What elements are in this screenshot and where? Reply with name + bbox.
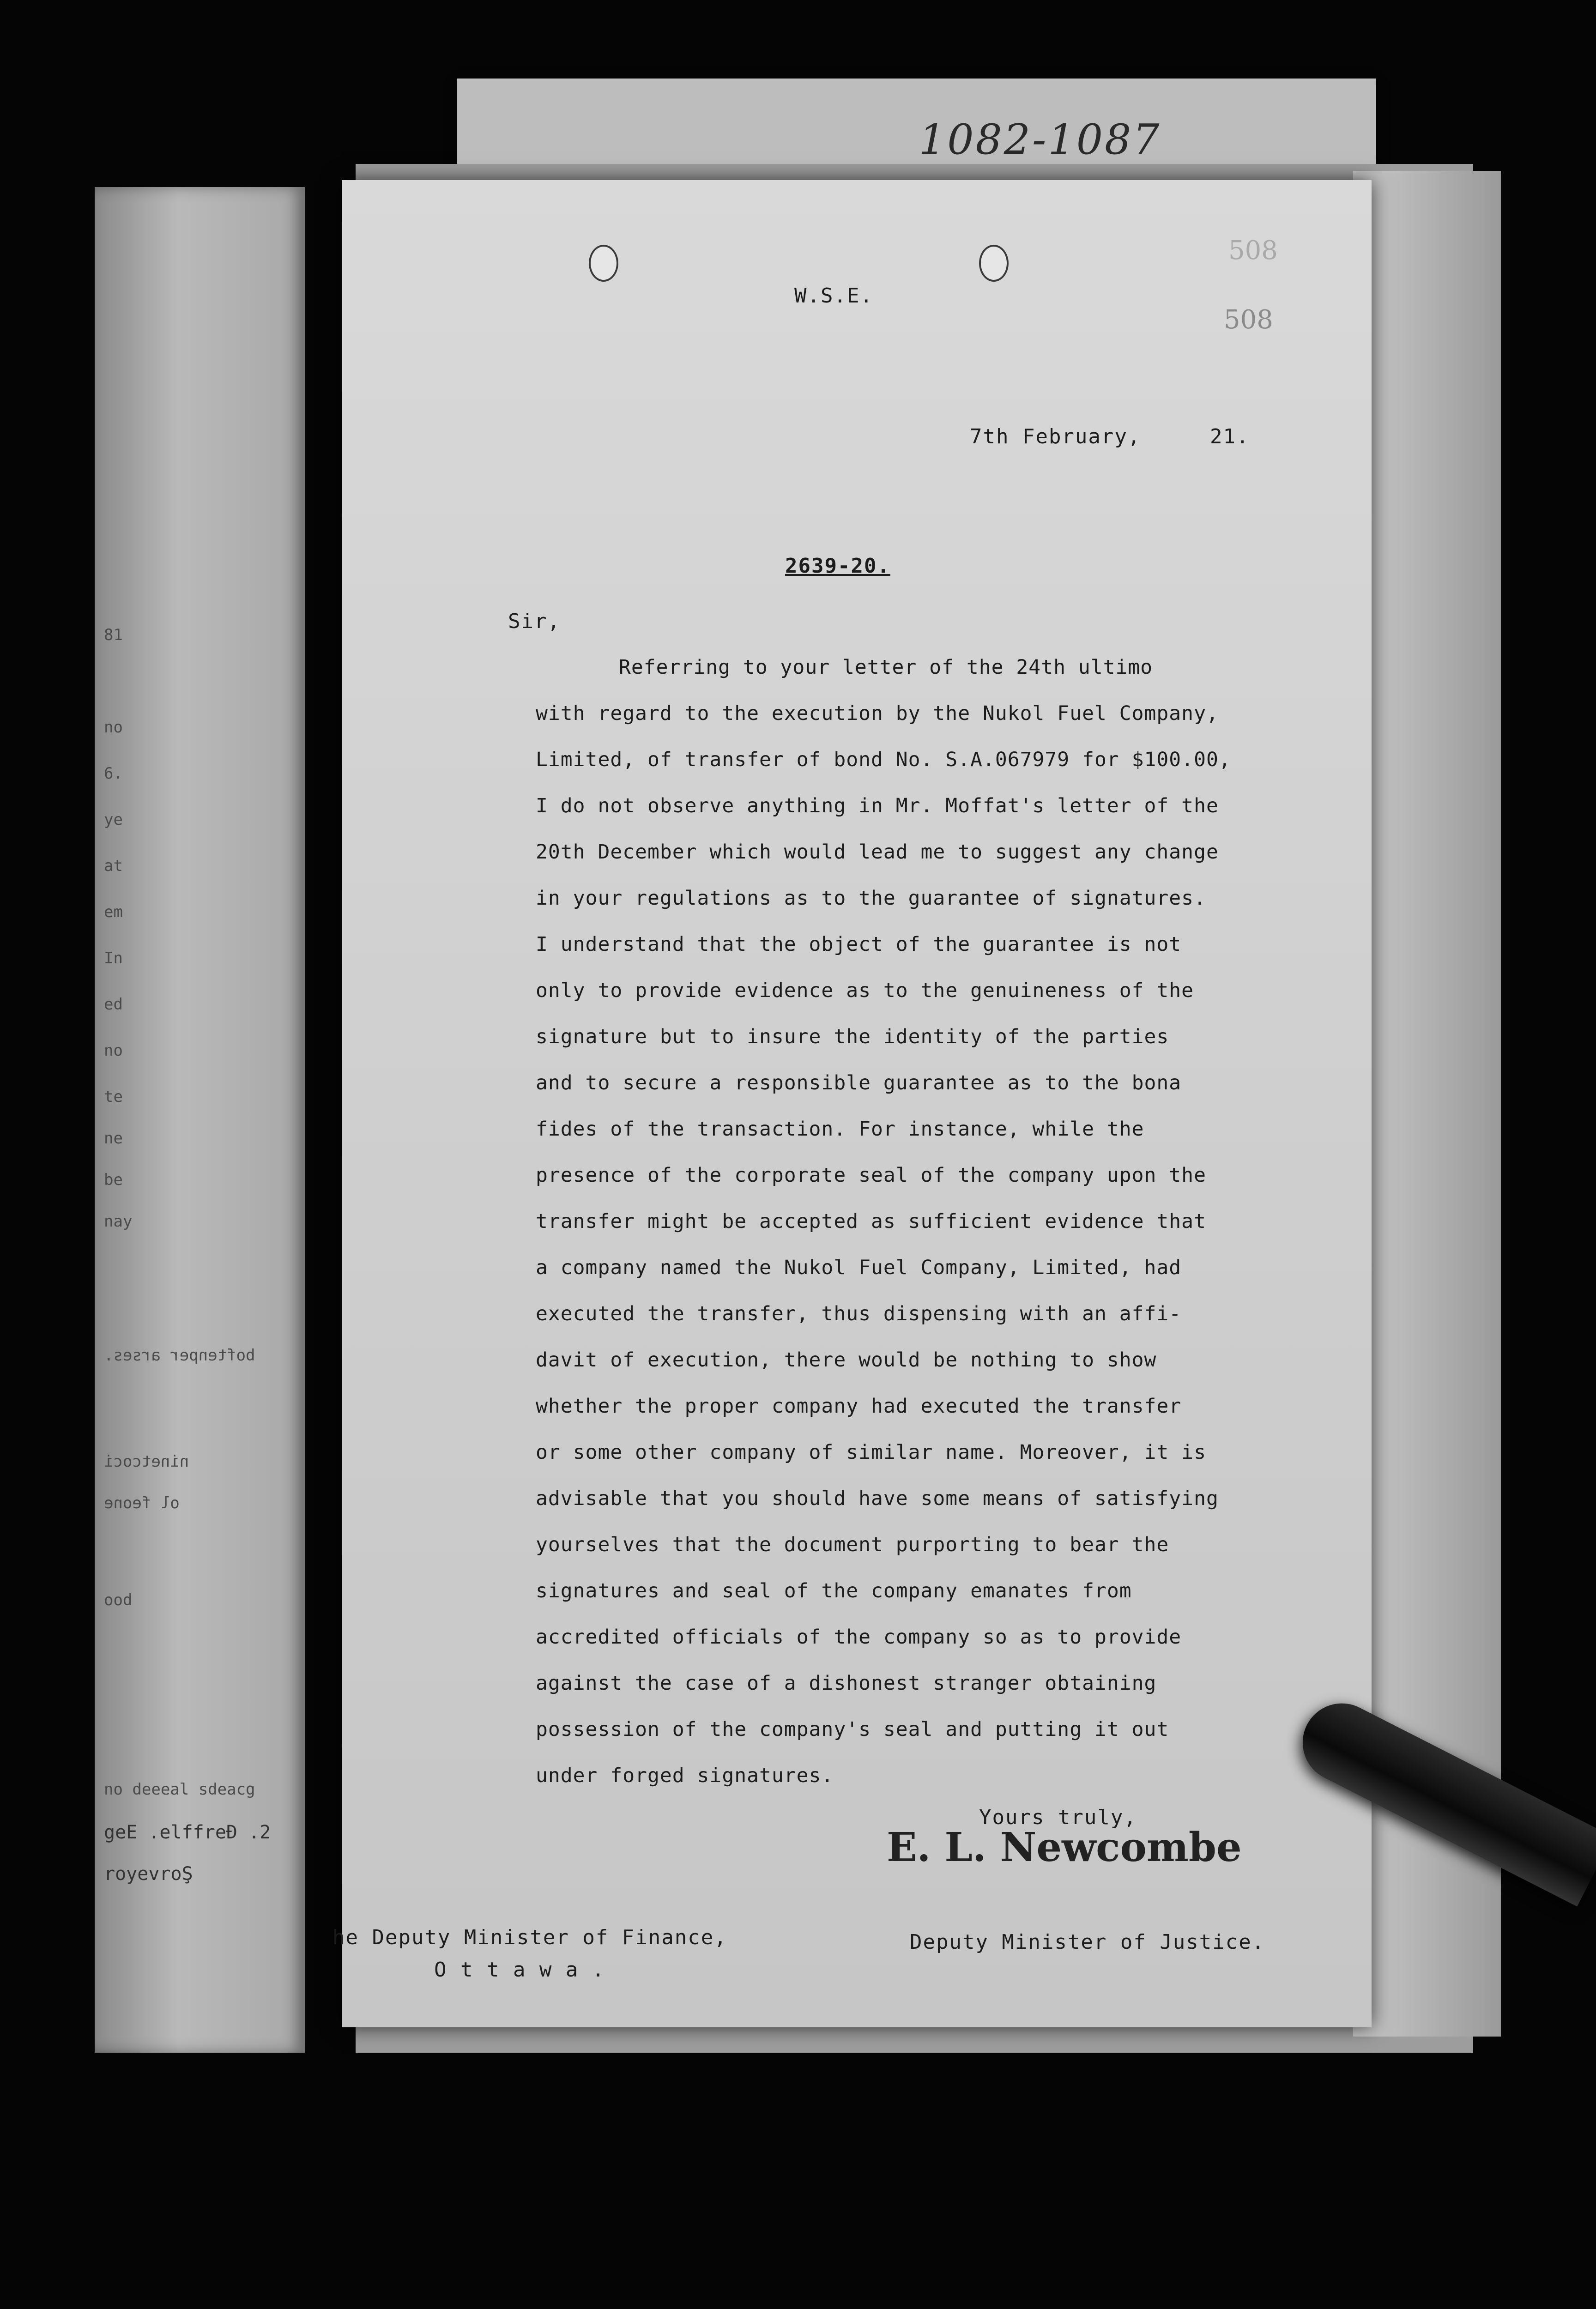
adjacent-text: at xyxy=(104,857,123,875)
letter-year: 21. xyxy=(1210,425,1250,448)
sender-title: Deputy Minister of Justice. xyxy=(910,1930,1265,1954)
body-line: against the case of a dishonest stranger obtaining xyxy=(536,1672,1157,1695)
adjacent-text: royevroŞ xyxy=(104,1863,193,1885)
adjacent-text: no deeeal sdeacg xyxy=(104,1780,255,1799)
adjacent-text: no xyxy=(104,718,123,737)
body-line: only to provide evidence as to the genuineness of the xyxy=(536,979,1194,1002)
adjacent-text: ood xyxy=(104,1591,133,1609)
adjacent-text: 6. xyxy=(104,764,123,783)
adjacent-text: 81 xyxy=(104,626,123,644)
adjacent-text: be xyxy=(104,1171,123,1189)
adjacent-text: ne xyxy=(104,1129,123,1148)
body-line: whether the proper company had executed the transfer xyxy=(536,1395,1182,1418)
adjacent-text: nay xyxy=(104,1212,133,1231)
adjacent-text: te xyxy=(104,1088,123,1106)
body-line: advisable that you should have some means of satisfying xyxy=(536,1487,1219,1510)
adjacent-page xyxy=(95,187,305,2053)
adjacent-text: boftenper arses. xyxy=(104,1346,255,1365)
body-line: fides of the transaction. For instance, while the xyxy=(536,1118,1144,1141)
body-line: transfer might be accepted as sufficient evidence that xyxy=(536,1210,1206,1233)
body-line: signatures and seal of the company emanates from xyxy=(536,1579,1132,1602)
body-line: Referring to your letter of the 24th ultimo xyxy=(619,656,1153,679)
file-tab-sheet xyxy=(457,79,1376,175)
adjacent-text: ye xyxy=(104,810,123,829)
closing: Yours truly, xyxy=(979,1806,1137,1829)
body-line: with regard to the execution by the Nukol Fuel Company, xyxy=(536,702,1219,725)
recipient-city: O t t a w a . xyxy=(434,1958,605,1982)
file-initials: W.S.E. xyxy=(794,284,873,308)
body-line: a company named the Nukol Fuel Company, Limited, had xyxy=(536,1256,1182,1279)
adjacent-text: In xyxy=(104,949,123,967)
body-line: 20th December which would lead me to suggest any change xyxy=(536,840,1219,864)
body-line: Limited, of transfer of bond No. S.A.067979 for $100.00, xyxy=(536,748,1231,771)
body-line: davit of execution, there would be nothing to show xyxy=(536,1348,1157,1372)
body-line: presence of the corporate seal of the company upon the xyxy=(536,1164,1206,1187)
folio-stamp: 508 xyxy=(1228,236,1278,266)
body-line: or some other company of similar name. Moreover, it is xyxy=(536,1441,1206,1464)
body-line: signature but to insure the identity of the parties xyxy=(536,1025,1169,1048)
adjacent-text: geE .elffreÐ .2 xyxy=(104,1822,271,1843)
adjacent-text: no xyxy=(104,1041,123,1060)
adjacent-text: ed xyxy=(104,995,123,1014)
folio-stamp: 508 xyxy=(1224,305,1273,335)
body-line: in your regulations as to the guarantee of signatures. xyxy=(536,887,1206,910)
body-line: accredited officials of the company so as to provide xyxy=(536,1626,1182,1649)
body-line: executed the transfer, thus dispensing with an affi- xyxy=(536,1302,1182,1325)
body-line: yourselves that the document purporting to bear the xyxy=(536,1533,1169,1556)
adjacent-text: em xyxy=(104,903,123,921)
adjacent-text: ninetcoci xyxy=(104,1452,189,1471)
recipient-line: he Deputy Minister of Finance, xyxy=(332,1926,727,1949)
letter-date: 7th February, xyxy=(970,425,1141,448)
folio-range-note: 1082-1087 xyxy=(919,115,1161,164)
punch-hole xyxy=(589,245,618,282)
body-line: I do not observe anything in Mr. Moffat's letter of the xyxy=(536,794,1219,817)
body-line: and to secure a responsible guarantee as to the bona xyxy=(536,1071,1182,1094)
punch-hole xyxy=(979,245,1009,282)
letter-page xyxy=(332,180,1372,2027)
signature: E. L. Newcombe xyxy=(887,1824,1242,1871)
body-line: possession of the company's seal and putting it out xyxy=(536,1718,1169,1741)
body-line: I understand that the object of the guarantee is not xyxy=(536,933,1182,956)
adjacent-text: ol feone xyxy=(104,1494,180,1512)
file-reference: 2639-20. xyxy=(785,554,890,578)
salutation: Sir, xyxy=(508,610,561,633)
body-line: under forged signatures. xyxy=(536,1764,834,1787)
